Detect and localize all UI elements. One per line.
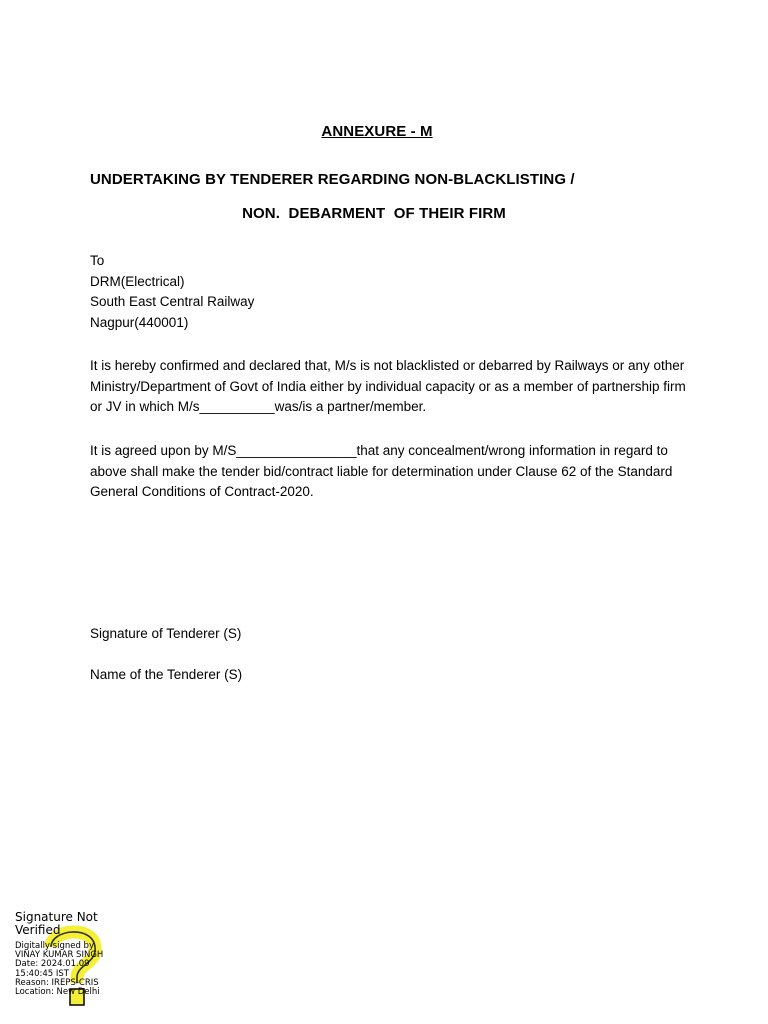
address-line-1: DRM(Electrical) (90, 273, 185, 289)
annexure-title: ANNEXURE - M (321, 123, 433, 140)
signature-status (15, 911, 98, 936)
heading-line-2: NON. DEBARMENT OF THEIR FIRM (242, 205, 506, 222)
signature-label: Signature of Tenderer (S) (90, 626, 242, 641)
heading-line-1: UNDERTAKING BY TENDERER REGARDING NON-BLACKLISTING / (90, 171, 575, 188)
address-to: To (90, 253, 105, 268)
signature-status-line-1: Signature Not (15, 910, 98, 924)
signed-by-label: Digitally signed by (15, 941, 94, 951)
address-line-3: Nagpur(440001) (90, 314, 189, 330)
digital-signature-stamp[interactable] (15, 911, 165, 1006)
signature-date: Date: 2024.01.09 (15, 959, 90, 970)
signer-name: VINAY KUMAR SINGH (15, 950, 104, 961)
signature-location: Location: New Delhi (15, 987, 100, 998)
signature-details (15, 942, 103, 997)
agreement-paragraph: It is agreed upon by M/S________________that any concealment/wrong information in regard to above shall make the tender bid/contract liable for determination under Clause 62 of the Standard General Conditions of Contract-2020. (90, 443, 673, 499)
signature-status-line-2: Verified (15, 922, 61, 937)
signature-time: 15:40:45 IST (15, 968, 69, 979)
declaration-paragraph: It is hereby confirmed and declared that, M/s is not blacklisted or debarred by Railways or any other Ministry/Department of Govt of India either by individual capacity or as a member of partnership firm or JV in which M/s__________was/is a partner/member. (90, 358, 686, 414)
signature-reason: Reason: IREPS-CRIS (15, 977, 99, 988)
address-line-2: South East Central Railway (90, 294, 255, 309)
name-label: Name of the Tenderer (S) (90, 667, 243, 682)
address-block (90, 251, 254, 333)
